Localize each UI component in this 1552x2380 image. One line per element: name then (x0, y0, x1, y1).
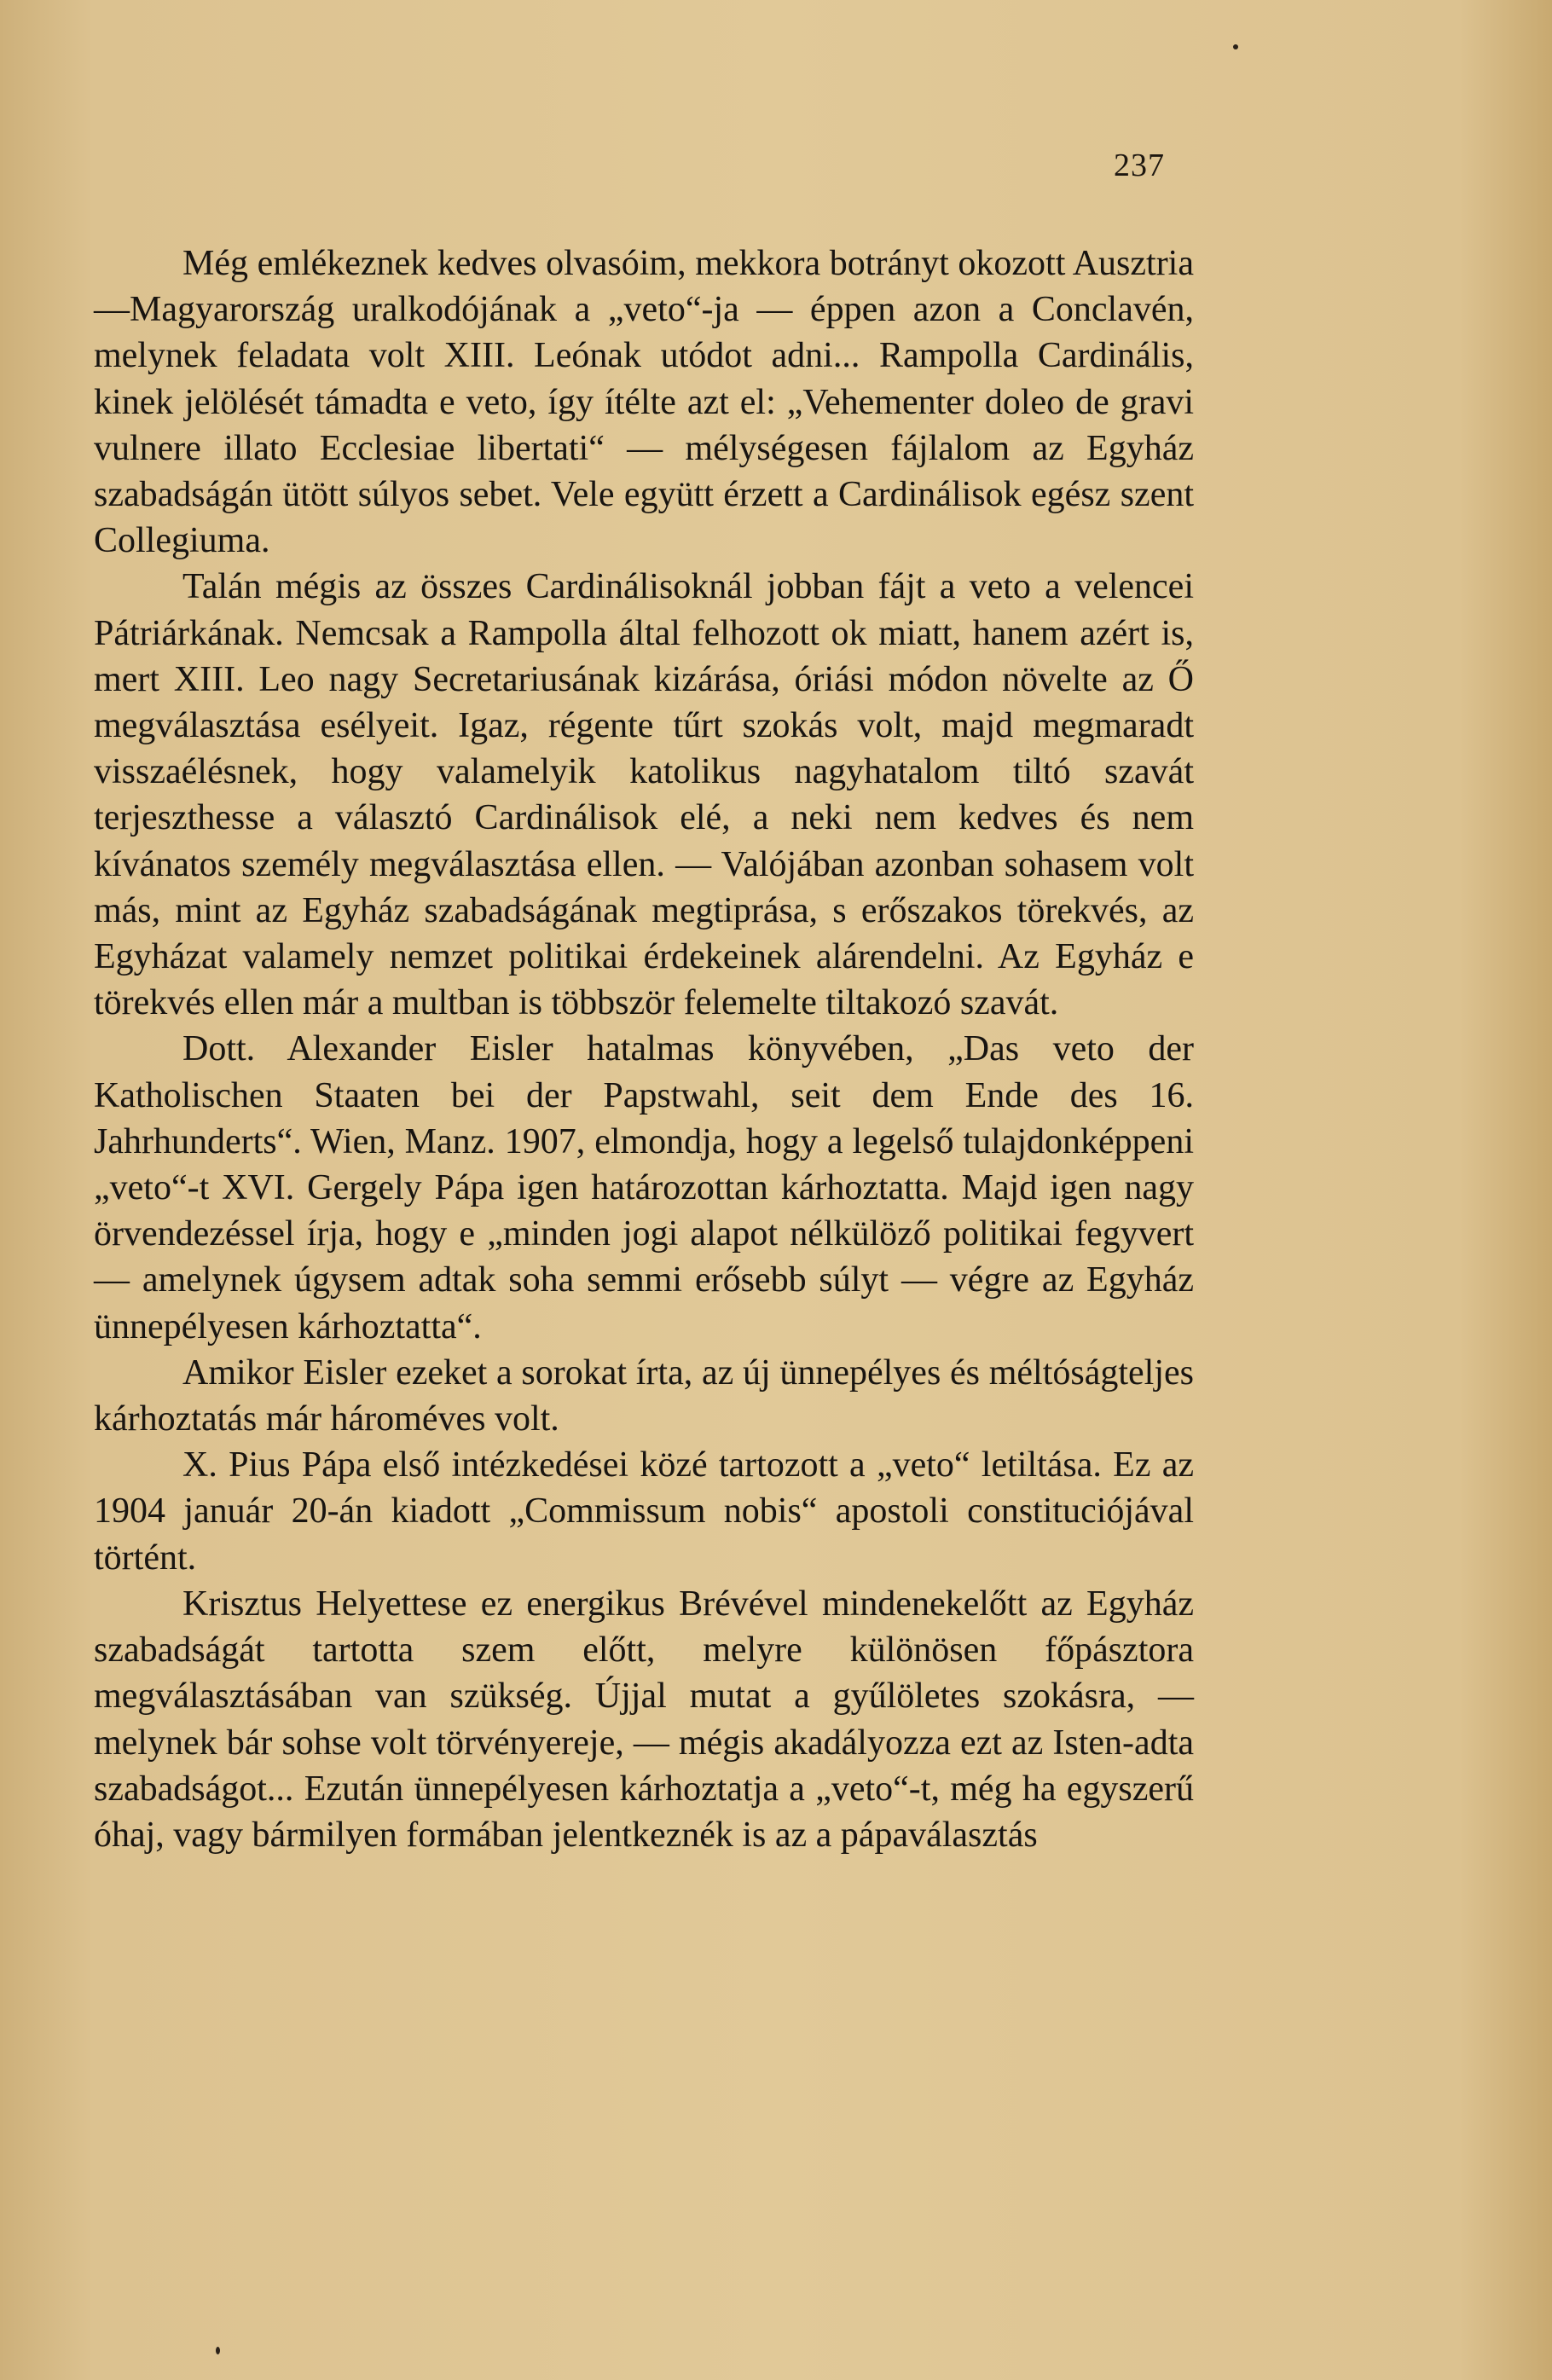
paragraph: Talán mégis az összes Cardinálisoknál jobban fájt a veto a velencei Pátriárkának. Nemcsak a Rampolla által felhozott ok miatt, hanem azért is, mert XIII. Leo nagy Secretariusának kizárása, óriási módon növelte az Ő megválasztása esélyeit. Igaz, régente tűrt szokás volt, majd megmaradt visszaélésnek, hogy valamelyik katolikus nagyhatalom tiltó szavát terjeszthesse a választó Cardinálisok elé, a neki nem kedves és nem kívánatos személy megválasztása ellen. — Valójában azonban sohasem volt más, mint az Egyház szabadságának megtiprása, s erőszakos törekvés, az Egyházat valamely nemzet politikai érdekeinek alárendelni. Az Egyház e törekvés ellen már a multban is többször felemelte tiltakozó szavát. (94, 567, 1194, 1023)
ink-spot (1233, 44, 1238, 49)
paragraph: X. Pius Pápa első intézkedései közé tartozott a „veto“ letiltása. Ez az 1904 január 20-án kiadott „Commissum nobis“ apostoli constituciójával történt. (94, 1445, 1194, 1578)
ink-spot (216, 2347, 220, 2354)
page-number: 237 (1114, 148, 1165, 183)
paragraph: Még emlékeznek kedves olvasóim, mekkora botrányt okozott Ausztria—Magyarország uralkodójának a „veto“-ja — éppen azon a Conclavén, melynek feladata volt XIII. Leónak utódot adni... Rampolla Cardinális, kinek jelölését támadta e veto, így ítélte azt el: „Vehementer doleo de gravi vulnere illato Ecclesiae libertati“ — mélységesen fájlalom az Egyház szabadságán ütött súlyos sebet. Vele együtt érzett a Cardinálisok egész szent Collegiuma. (94, 244, 1194, 561)
paragraph: Dott. Alexander Eisler hatalmas könyvében, „Das veto der Katholischen Staaten bei der Papstwahl, seit dem Ende des 16. Jahrhunderts“. Wien, Manz. 1907, elmondja, hogy a legelső tulajdonképpeni „veto“-t XVI. Gergely Pápa igen határozottan kárhoztatta. Majd igen nagy örvendezéssel írja, hogy e „minden jogi alapot nélkülöző politikai fegyvert — amelynek úgysem adtak soha semmi erősebb súlyt — végre az Egyház ünnepélyesen kárhoztatta“. (94, 1029, 1194, 1346)
paragraph: Krisztus Helyettese ez energikus Brévével mindenekelőtt az Egyház szabadságát tartotta szem előtt, melyre különösen főpásztora megválasztásában van szükség. Újjal mutat a gyűlöletes szokásra, — melynek bár sohse volt törvényereje, — mégis akadályozza ezt az Isten-adta szabadságot... Ezután ünnepélyesen kárhoztatja a „veto“-t, még ha egyszerű óhaj, vagy bármilyen formában jelentkeznék is az a pápaválasztás (94, 1584, 1194, 1855)
paragraph: Amikor Eisler ezeket a sorokat írta, az új ünnepélyes és méltóságteljes kárhoztatás már hároméves volt. (94, 1352, 1194, 1439)
body-text (94, 240, 1194, 1858)
